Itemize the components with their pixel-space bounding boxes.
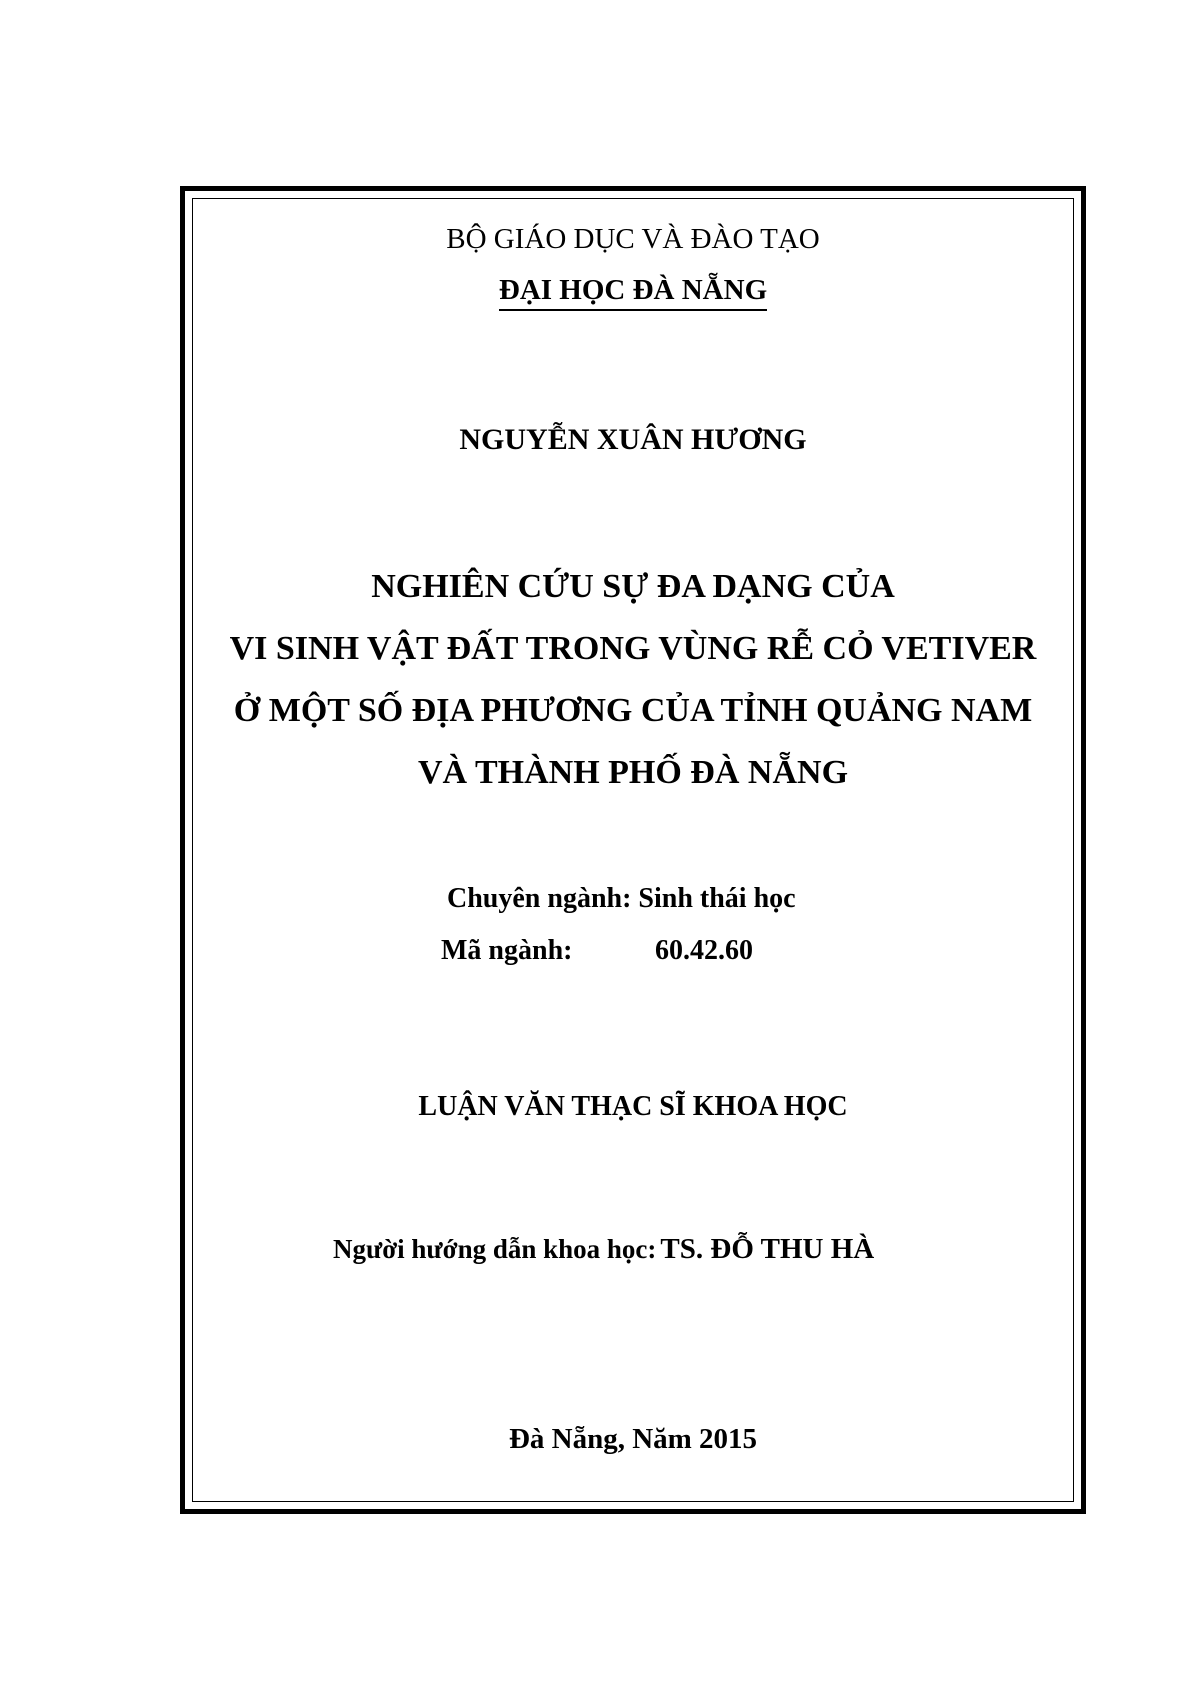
supervisor-label: Người hướng dẫn khoa học: bbox=[333, 1234, 657, 1264]
major-code-value: 60.42.60 bbox=[655, 935, 753, 966]
thesis-title-line-1: NGHIÊN CỨU SỰ ĐA DẠNG CỦA bbox=[371, 568, 895, 605]
cover-inner-border bbox=[192, 198, 1074, 1502]
thesis-title-line-3: Ở MỘT SỐ ĐỊA PHƯƠNG CỦA TỈNH QUẢNG NAM bbox=[233, 692, 1033, 729]
supervisor-name: TS. ĐỖ THU HÀ bbox=[660, 1233, 875, 1265]
major-code-label: Mã ngành: bbox=[441, 935, 573, 966]
ministry-heading: BỘ GIÁO DỤC VÀ ĐÀO TẠO bbox=[446, 223, 820, 255]
university-heading bbox=[192, 276, 1074, 311]
university-name: ĐẠI HỌC ĐÀ NẴNG bbox=[499, 276, 767, 311]
thesis-title-line-4: VÀ THÀNH PHỐ ĐÀ NẴNG bbox=[417, 754, 849, 791]
place-and-year: Đà Nẵng, Năm 2015 bbox=[508, 1423, 758, 1455]
specialization: Chuyên ngành: Sinh thái học bbox=[447, 883, 796, 914]
thesis-title-line-2: VI SINH VẬT ĐẤT TRONG VÙNG RỄ CỎ VETIVER bbox=[229, 630, 1037, 667]
degree-type: LUẬN VĂN THẠC SĨ KHOA HỌC bbox=[418, 1091, 848, 1122]
author-name: NGUYỄN XUÂN HƯƠNG bbox=[459, 423, 807, 456]
supervisor-line bbox=[333, 1235, 874, 1264]
